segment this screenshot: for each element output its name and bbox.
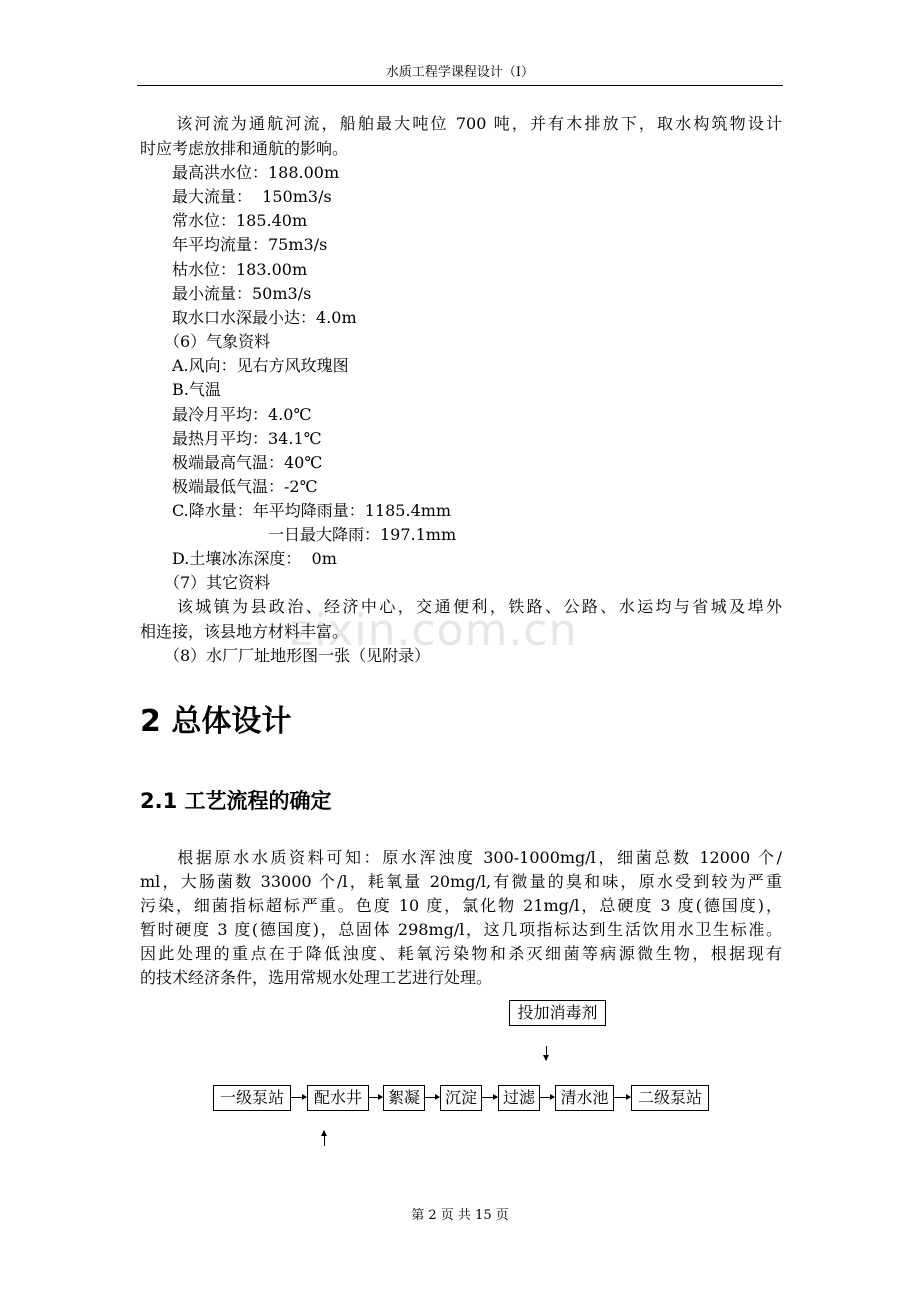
text-line: A.风向：见右方风玫瑰图 (140, 356, 349, 375)
text-line: C.降水量：年平均降雨量：1185.4mm (140, 501, 452, 520)
text-line: 污染，细菌指标超标严重。色度 10 度，氯化物 21mg/l，总硬度 3 度(德国度)， (140, 896, 782, 915)
arrow-down-icon (546, 1046, 547, 1060)
flow-step-box: 二级泵站 (631, 1085, 709, 1111)
flow-step-box: 一级泵站 (213, 1085, 291, 1111)
page-footer: 第 2 页 共 15 页 (411, 1208, 509, 1223)
text-line: 极端最低气温：-2℃ (140, 477, 318, 496)
heading-total-design: 2 总体设计 (140, 704, 292, 739)
heading-process-flow: 2.1 工艺流程的确定 (140, 789, 332, 813)
disinfectant-box: 投加消毒剂 (509, 1000, 606, 1026)
arrow-right-icon (481, 1097, 497, 1098)
header-rule (137, 85, 783, 86)
page-header: 水质工程学课程设计（I） (385, 65, 535, 80)
text-line: 暂时硬度 3 度(德国度)，总固体 298mg/l，这几项指标达到生活饮用水卫生标准。 (140, 920, 782, 939)
text-line: 一日最大降雨：197.1mm (140, 525, 457, 544)
text-line: 年平均流量：75m3/s (140, 235, 328, 254)
watermark: zixin.com.cn (290, 605, 578, 656)
text-line: D.土壤冰冻深度： 0m (140, 549, 337, 568)
text-line: （7）其它资料 (140, 573, 271, 592)
arrow-right-icon (424, 1097, 439, 1098)
text-line: （8）水厂厂址地形图一张（见附录） (140, 646, 431, 665)
arrow-right-icon (290, 1097, 306, 1098)
text-line: B.气温 (140, 380, 221, 399)
text-line: ml，大肠菌数 33000 个/l，耗氧量 20mg/l,有微量的臭和味，原水受到较为严重 (140, 872, 782, 891)
text-line: 最大流量： 150m3/s (140, 187, 332, 206)
flow-step-box: 沉淀 (440, 1085, 482, 1111)
text-line: 枯水位：183.00m (140, 260, 308, 279)
text-line: 极端最高气温：40℃ (140, 453, 323, 472)
arrow-right-icon (368, 1097, 382, 1098)
flow-step-box: 清水池 (555, 1085, 614, 1111)
text-line: 最热月平均：34.1℃ (140, 429, 322, 448)
text-line: 相连接，该县地方材料丰富。 (140, 622, 349, 641)
text-line: 最小流量：50m3/s (140, 284, 312, 303)
arrow-right-icon (539, 1097, 554, 1098)
flow-step-box: 配水井 (307, 1085, 369, 1111)
text-line: 的技术经济条件，选用常规水处理工艺进行处理。 (140, 968, 493, 987)
text-line: 该城镇为县政治、经济中心，交通便利，铁路、公路、水运均与省城及埠外 (140, 597, 782, 616)
arrow-up-icon (324, 1131, 325, 1146)
text-line: 因此处理的重点在于降低浊度、耗氧污染物和杀灭细菌等病源微生物，根据现有 (140, 944, 782, 963)
text-line: （6）气象资料 (140, 332, 271, 351)
flow-step-box: 絮凝 (383, 1085, 425, 1111)
arrow-right-icon (613, 1097, 630, 1098)
text-line: 根据原水水质资料可知：原水浑浊度 300-1000mg/l，细菌总数 12000 个/ (140, 848, 782, 867)
text-line: 最高洪水位：188.00m (140, 163, 340, 182)
text-line: 最冷月平均：4.0℃ (140, 405, 312, 424)
text-line: 时应考虑放排和通航的影响。 (140, 139, 349, 158)
text-line: 该河流为通航河流，船舶最大吨位 700 吨，并有木排放下，取水构筑物设计 (140, 114, 782, 133)
text-line: 取水口水深最小达：4.0m (140, 308, 357, 327)
flow-step-box: 过滤 (498, 1085, 540, 1111)
text-line: 常水位：185.40m (140, 211, 308, 230)
